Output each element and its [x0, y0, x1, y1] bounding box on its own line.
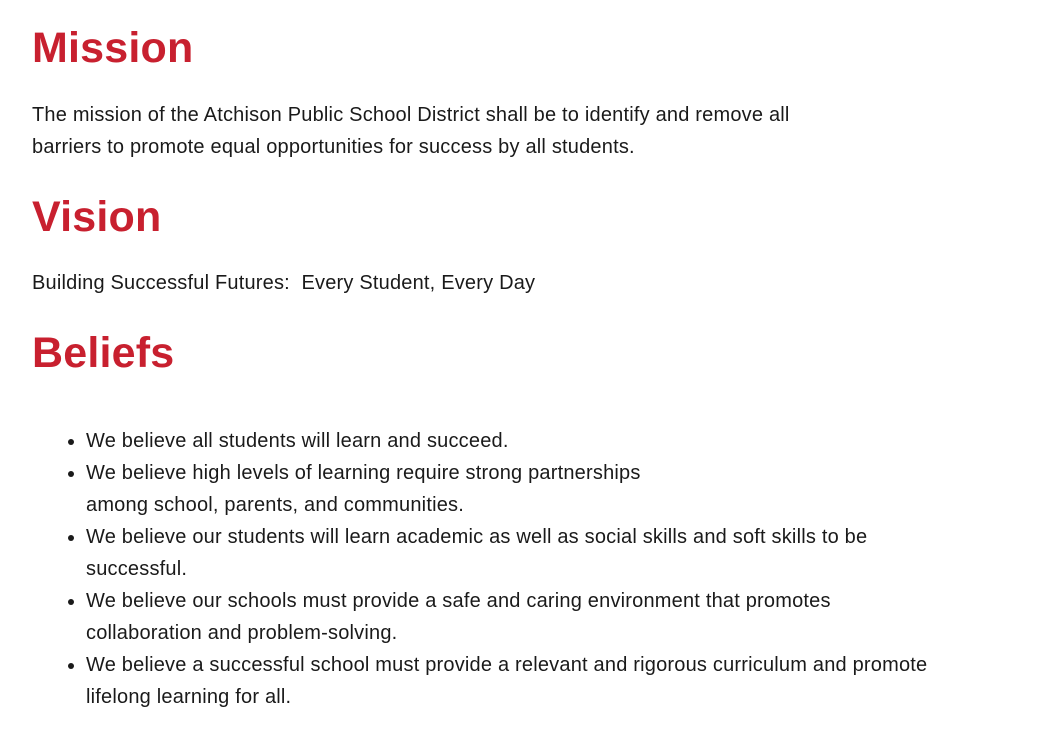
- belief-text-line: successful.: [86, 558, 188, 580]
- belief-item: [86, 521, 1026, 585]
- mission-text: [32, 99, 932, 163]
- belief-item: [86, 457, 1026, 521]
- vision-heading: Vision: [32, 193, 162, 241]
- mission-heading: Mission: [32, 24, 194, 72]
- belief-text-line: • We believe our students will learn academic as well as social skills and soft skills to be: [86, 526, 868, 548]
- vision-text: Building Successful Futures: Every Student, Every Day: [32, 272, 536, 294]
- belief-item: [86, 649, 1026, 713]
- belief-text-line: • We believe high levels of learning require strong partnerships: [86, 462, 641, 484]
- belief-text-line: lifelong learning for all.: [86, 686, 292, 708]
- belief-item: [86, 585, 1026, 649]
- mission-text-line: barriers to promote equal opportunities for success by all students.: [32, 136, 635, 158]
- belief-text-line: • We believe our schools must provide a safe and caring environment that promotes: [86, 590, 831, 612]
- belief-text-line: • We believe a successful school must provide a relevant and rigorous curriculum and promote: [86, 654, 928, 676]
- belief-text-line: collaboration and problem-solving.: [86, 622, 398, 644]
- beliefs-heading: Beliefs: [32, 329, 175, 377]
- beliefs-list: [32, 425, 1026, 713]
- belief-item: [86, 425, 1026, 457]
- belief-text-line: among school, parents, and communities.: [86, 494, 464, 516]
- mission-text-line: The mission of the Atchison Public School District shall be to identify and remove all: [32, 104, 790, 126]
- belief-text-line: • We believe all students will learn and succeed.: [86, 430, 509, 452]
